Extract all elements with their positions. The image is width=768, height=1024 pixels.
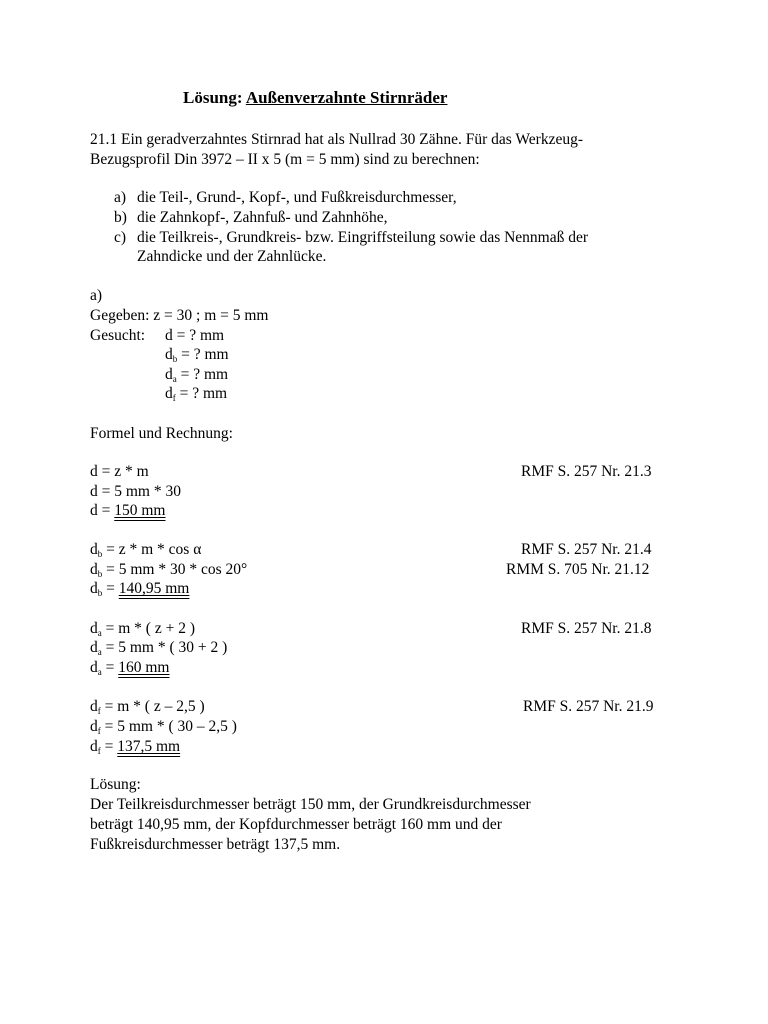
- list-item-text: die Teilkreis-, Grundkreis- bzw. Eingriffsteilung sowie das Nennmaß der: [137, 229, 589, 246]
- task-line-2: Bezugsprofil Din 3972 – II x 5 (m = 5 mm) sind zu berechnen:: [90, 151, 480, 168]
- reference-df: RMF S. 257 Nr. 21.9: [523, 698, 654, 715]
- symbol: d: [90, 738, 98, 755]
- symbol: d: [90, 659, 98, 676]
- wanted-symbol: d: [165, 385, 173, 402]
- result-df: [90, 737, 180, 759]
- document-title: [183, 88, 447, 108]
- formula-rest: = z * m * cos α: [102, 541, 202, 558]
- wanted-symbol: d: [165, 366, 173, 383]
- subscript: b: [97, 569, 103, 579]
- wanted-rest: = ? mm: [172, 327, 225, 344]
- wanted-label: Gesucht:: [90, 327, 146, 344]
- formula-heading: Formel und Rechnung:: [90, 425, 233, 442]
- result-d-value: 150 mm: [114, 502, 166, 519]
- reference-db-1: RMF S. 257 Nr. 21.4: [521, 541, 652, 558]
- equals: =: [102, 580, 119, 597]
- subscript: a: [97, 667, 102, 677]
- formula-rest: = m * ( z + 2 ): [101, 620, 195, 637]
- wanted-symbol: d: [165, 327, 173, 344]
- formula-df: [90, 697, 205, 719]
- list-item-text: die Teil-, Grund-, Kopf-, und Fußkreisdurchmesser,: [137, 189, 457, 206]
- wanted-symbol: d: [165, 346, 173, 363]
- formula-d: d = z * m: [90, 463, 149, 480]
- result-d-prefix: d =: [90, 502, 115, 519]
- symbol: d: [90, 541, 98, 558]
- formula-rest: = m * ( z – 2,5 ): [100, 698, 205, 715]
- result-da-value: 160 mm: [118, 659, 170, 676]
- answer-heading: Lösung:: [90, 776, 141, 793]
- title-prefix: Lösung:: [183, 88, 246, 107]
- subscript: b: [97, 588, 103, 598]
- result-db-value: 140,95 mm: [118, 580, 190, 597]
- list-item: [114, 228, 588, 248]
- symbol: d: [90, 580, 98, 597]
- wanted-item: [165, 384, 227, 406]
- calc-d: d = 5 mm * 30: [90, 483, 181, 500]
- subscript: b: [97, 549, 103, 559]
- list-item-label: b): [114, 209, 127, 226]
- answer-line-2: beträgt 140,95 mm, der Kopfdurchmesser beträgt 160 mm und der: [90, 816, 502, 833]
- result-db: [90, 579, 189, 601]
- reference-da: RMF S. 257 Nr. 21.8: [521, 620, 652, 637]
- wanted-item: [165, 345, 229, 367]
- part-a-label: a): [90, 287, 103, 304]
- wanted-subscript: a: [172, 374, 177, 384]
- wanted-rest: = ? mm: [177, 346, 229, 363]
- wanted-line: [90, 326, 145, 346]
- list-item: [114, 208, 388, 228]
- list-item-label: a): [114, 189, 127, 206]
- calc-da: [90, 638, 227, 660]
- answer-line-3: Fußkreisdurchmesser beträgt 137,5 mm.: [90, 836, 341, 853]
- result-df-value: 137,5 mm: [117, 738, 181, 755]
- formula-rest: = 5 mm * ( 30 + 2 ): [101, 639, 228, 656]
- symbol: d: [90, 698, 98, 715]
- wanted-rest: = ? mm: [176, 366, 229, 383]
- symbol: d: [90, 718, 98, 735]
- result-d: [90, 501, 166, 521]
- wanted-rest: = ? mm: [175, 385, 228, 402]
- equals: =: [100, 738, 118, 755]
- given-line: Gegeben: z = 30 ; m = 5 mm: [90, 307, 269, 324]
- subscript: a: [97, 628, 102, 638]
- list-item-continuation: Zahndicke und der Zahnlücke.: [137, 248, 327, 265]
- list-item-text: die Zahnkopf-, Zahnfuß- und Zahnhöhe,: [137, 209, 388, 226]
- calc-df: [90, 717, 237, 739]
- wanted-subscript: b: [172, 354, 178, 364]
- symbol: d: [90, 561, 98, 578]
- formula-db: [90, 540, 201, 562]
- reference-d: RMF S. 257 Nr. 21.3: [521, 463, 652, 480]
- title-topic: Außenverzahnte Stirnräder: [245, 88, 448, 107]
- subscript: f: [97, 726, 101, 736]
- subscript: f: [97, 706, 101, 716]
- reference-db-2: RMM S. 705 Nr. 21.12: [506, 561, 650, 578]
- symbol: d: [90, 620, 98, 637]
- subscript: a: [97, 647, 102, 657]
- task-line-1: 21.1 Ein geradverzahntes Stirnrad hat als Nullrad 30 Zähne. Für das Werkzeug-: [90, 131, 584, 148]
- symbol: d: [90, 639, 98, 656]
- list-item-label: c): [114, 229, 127, 246]
- formula-rest: = 5 mm * ( 30 – 2,5 ): [100, 718, 237, 735]
- result-da: [90, 658, 170, 680]
- subscript: f: [97, 746, 101, 756]
- answer-line-1: Der Teilkreisdurchmesser beträgt 150 mm, der Grundkreisdurchmesser: [90, 796, 531, 813]
- equals: =: [101, 659, 119, 676]
- formula-rest: = 5 mm * 30 * cos 20°: [102, 561, 248, 578]
- list-item: [114, 188, 457, 208]
- wanted-subscript: f: [172, 393, 176, 403]
